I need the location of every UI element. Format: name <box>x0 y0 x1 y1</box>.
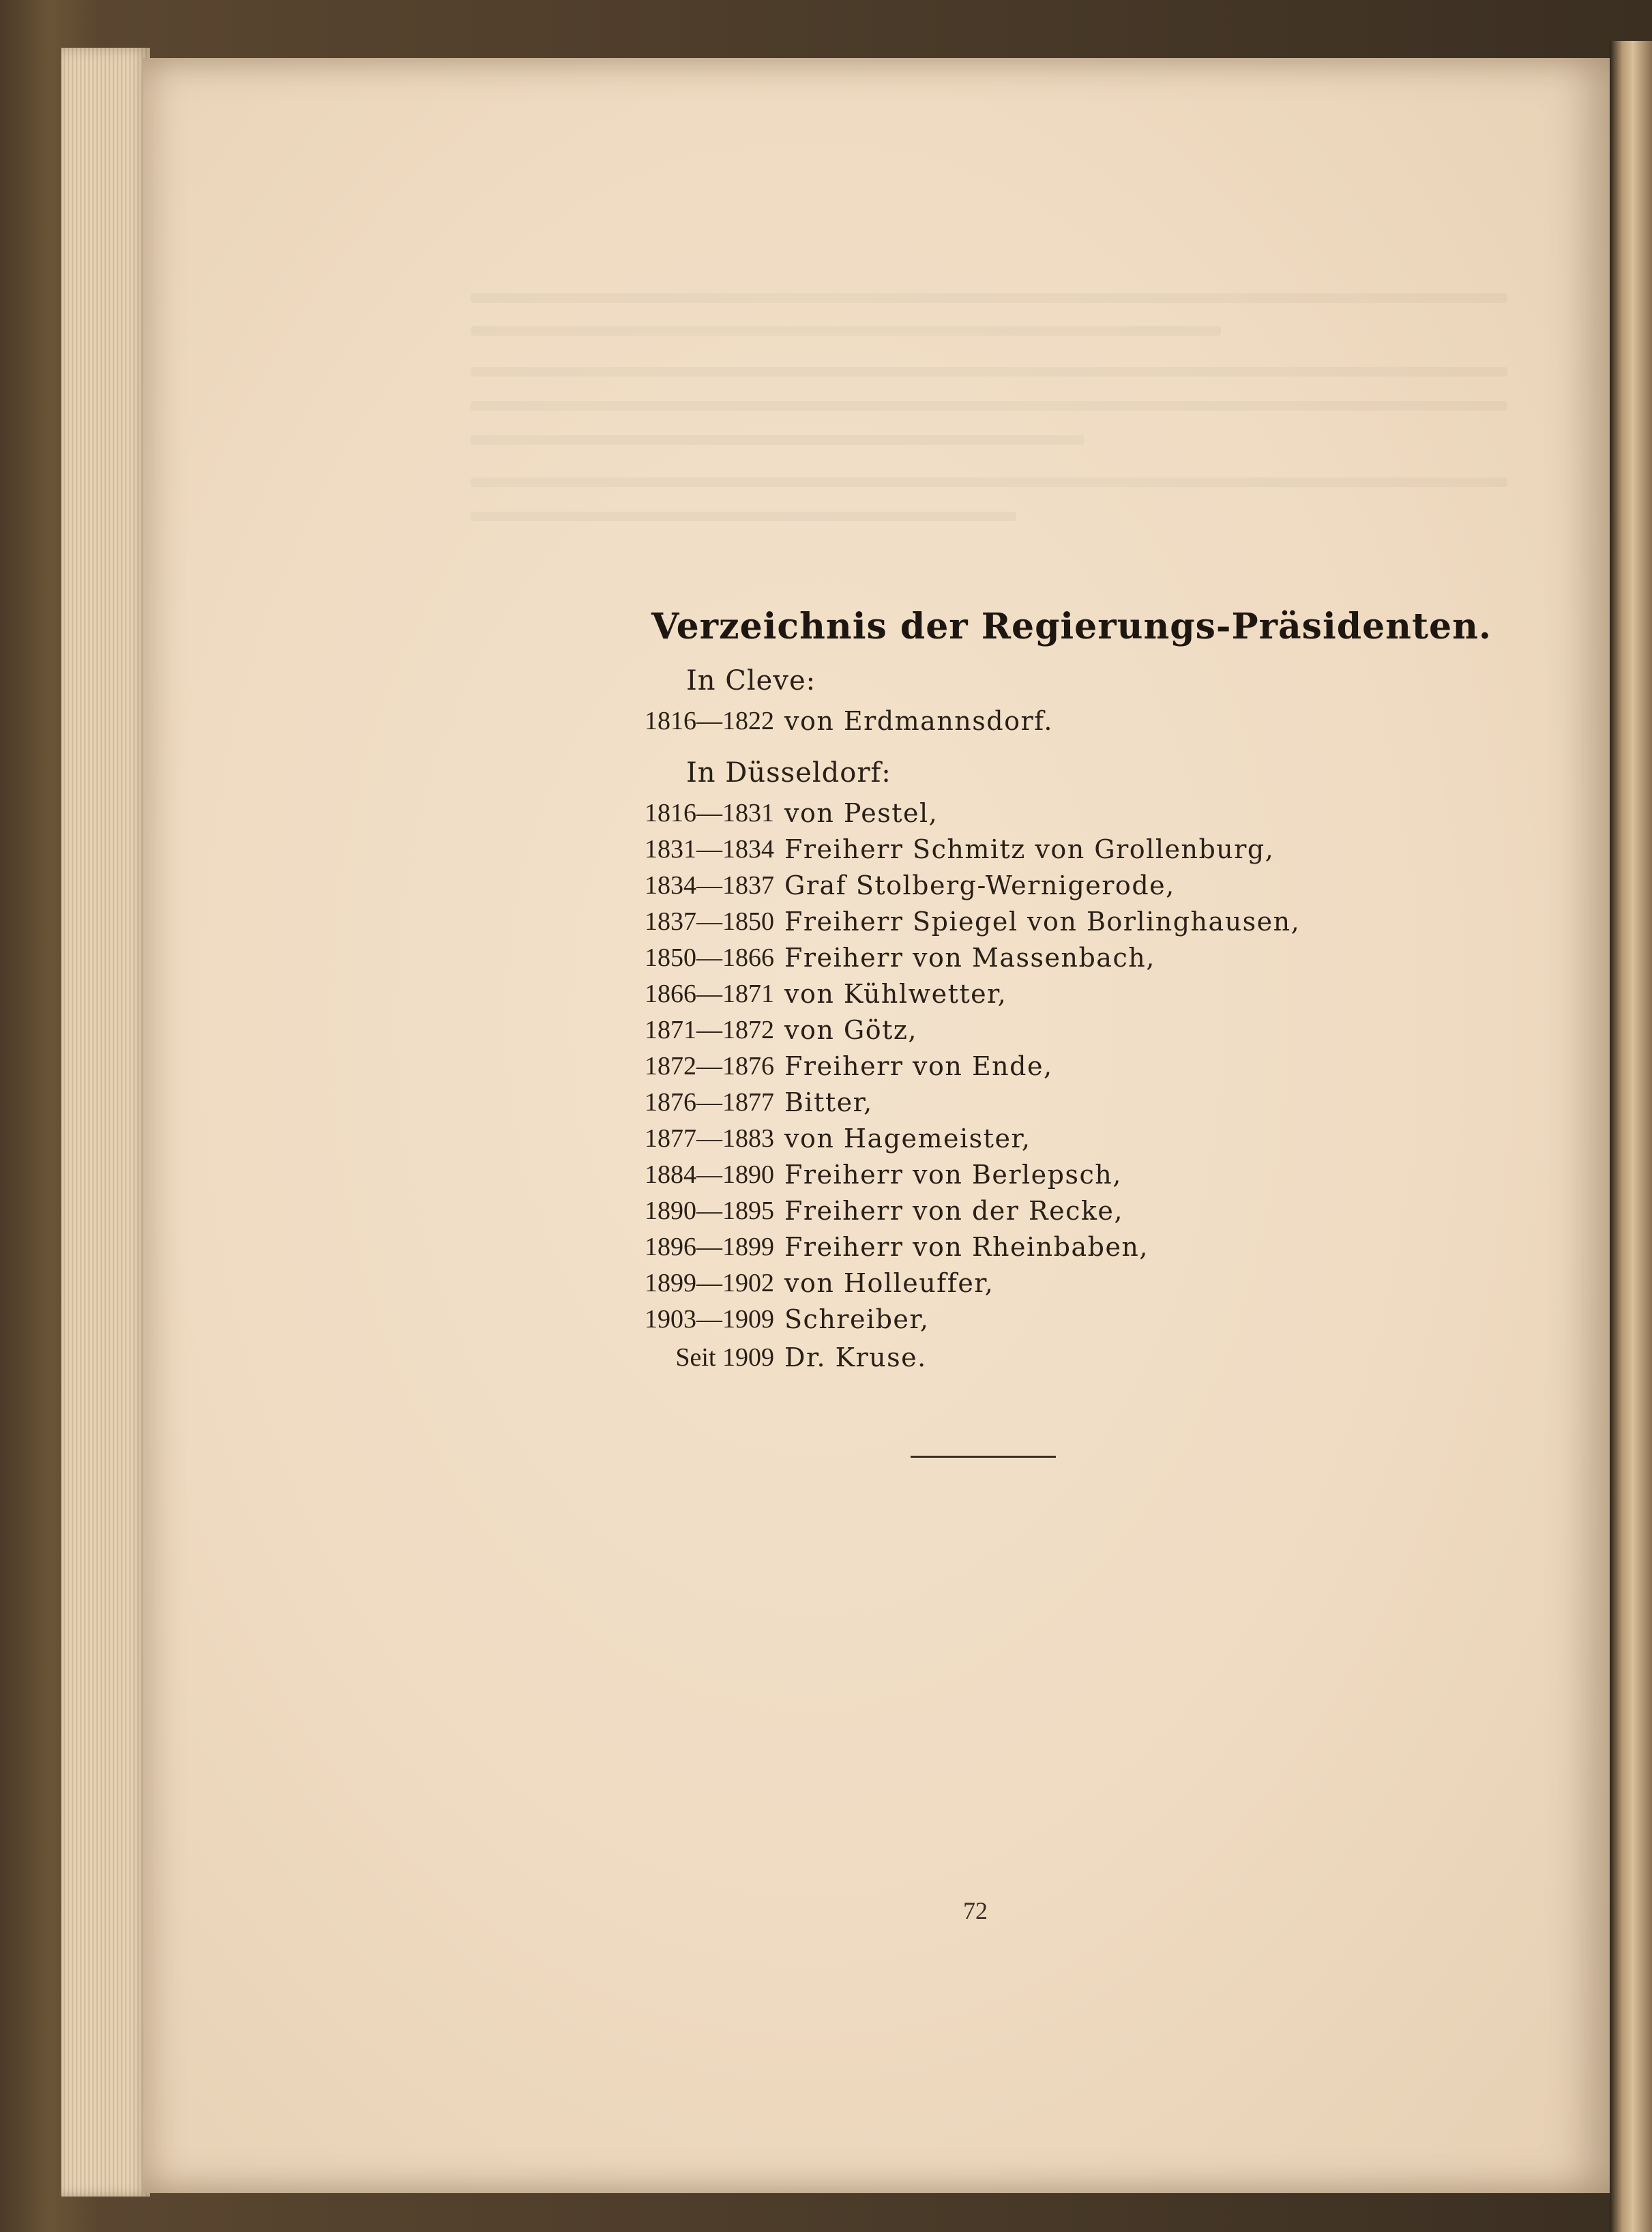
closing-rule <box>911 1456 1056 1458</box>
section-heading-cleve: In Cleve: <box>686 665 816 696</box>
entry-name: von Erdmannsdorf. <box>784 706 1053 736</box>
entry-years: 1876—1877 <box>645 1088 774 1117</box>
entry-name: Graf Stolberg-Wernigerode, <box>784 870 1175 900</box>
entry-name: Freiherr von der Recke, <box>784 1196 1123 1226</box>
entry-name: Schreiber, <box>784 1304 930 1334</box>
entry-years: 1834—1837 <box>645 871 774 900</box>
page-title: Verzeichnis der Regierungs-Präsidenten. <box>651 606 1492 647</box>
entry-name: Bitter, <box>784 1087 873 1117</box>
entry-years: 1866—1871 <box>645 980 774 1008</box>
entry-years: 1903—1909 <box>645 1305 774 1334</box>
entry-years: 1816—1822 <box>645 707 774 735</box>
entry-years: 1831—1834 <box>645 835 774 864</box>
entry-years: 1896—1899 <box>645 1233 774 1261</box>
entry-years: 1872—1876 <box>645 1052 774 1081</box>
entry-name: Freiherr Spiegel von Borlinghausen, <box>784 907 1301 937</box>
page-number: 72 <box>963 1897 988 1924</box>
entry-years: 1837—1850 <box>645 907 774 936</box>
entry-years: 1850—1866 <box>645 943 774 972</box>
entry-name: Freiherr von Ende, <box>784 1051 1053 1081</box>
entry-years: Seit 1909 <box>675 1343 774 1372</box>
entry-name: Freiherr von Rheinbaben, <box>784 1232 1149 1262</box>
entry-name: von Kühlwetter, <box>784 979 1007 1009</box>
entry-years: 1871—1872 <box>645 1016 774 1044</box>
entry-years: 1884—1890 <box>645 1160 774 1189</box>
entry-name: von Holleuffer, <box>784 1268 994 1298</box>
entry-years: 1877—1883 <box>645 1124 774 1153</box>
entry-name: Freiherr von Berlepsch, <box>784 1160 1122 1190</box>
entry-years: 1890—1895 <box>645 1196 774 1225</box>
entry-name: von Hagemeister, <box>784 1124 1031 1154</box>
entry-years: 1899—1902 <box>645 1269 774 1297</box>
section-heading-duesseldorf: In Düsseldorf: <box>686 757 891 789</box>
entry-name: von Pestel, <box>784 798 939 828</box>
entry-years: 1816—1831 <box>645 799 774 827</box>
entry-name: Freiherr von Massenbach, <box>784 943 1155 973</box>
entry-name: Freiherr Schmitz von Grollenburg, <box>784 834 1275 864</box>
entry-name: von Götz, <box>784 1015 918 1045</box>
entry-name: Dr. Kruse. <box>784 1342 927 1372</box>
